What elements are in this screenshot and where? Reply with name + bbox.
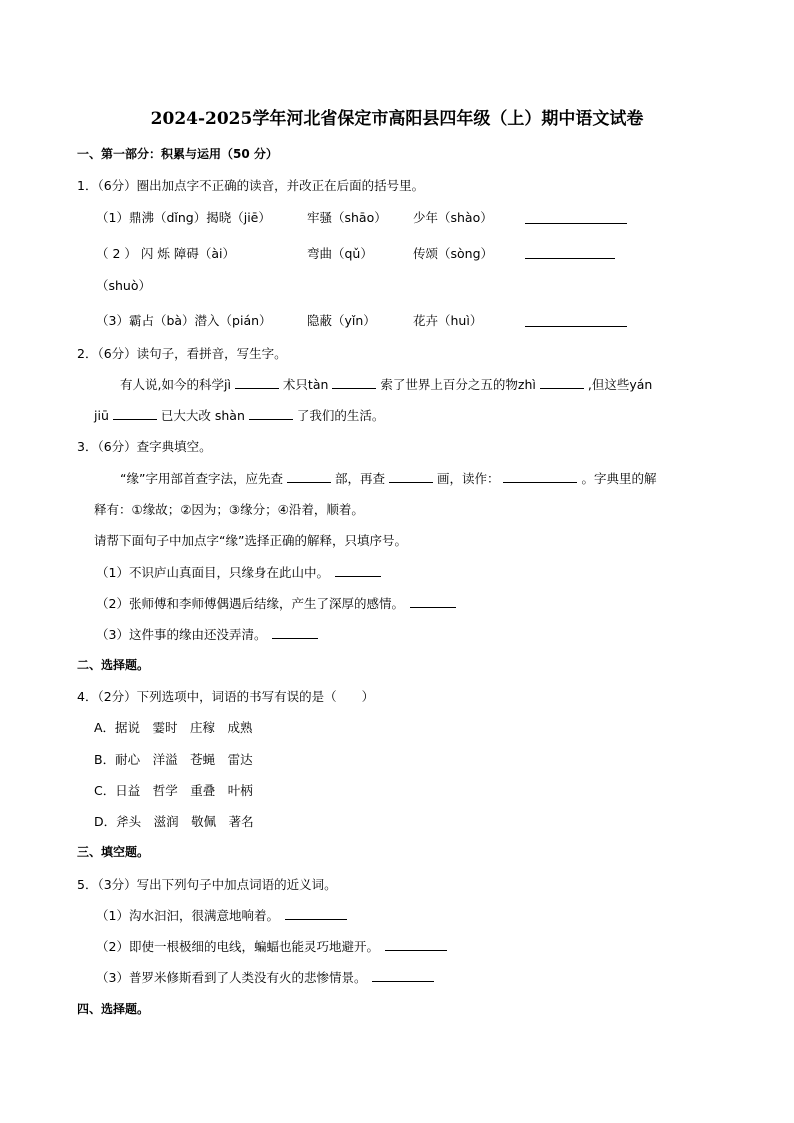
q3-line1: “缘”字用部首查字法，应先查 部，再查 画，读作： 。字典里的解 — [120, 471, 657, 486]
q2-blank-ji[interactable] — [235, 375, 279, 389]
q4-option-c[interactable]: C．日益 哲学 重叠 叶柄 — [94, 783, 253, 798]
q1-row3-col3: 花卉（huì） — [413, 313, 483, 328]
q2-line2: jiū 已大大改 shàn 了我们的生活。 — [94, 408, 385, 423]
section-heading-2: 二、选择题。 — [77, 658, 150, 672]
q1-row2-col1: （ 2 ） 闪 烁 障碍（ài） — [96, 246, 235, 261]
q1-row1-col1: （1）鼎沸（dǐng）揭晓（jiē） — [96, 210, 271, 225]
q2-blank-tan[interactable] — [332, 375, 376, 389]
q1-row1-col2: 牢骚（shāo） — [307, 210, 387, 225]
question-1-stem: 1．（6分）圈出加点字不正确的读音，并改正在后面的括号里。 — [77, 178, 425, 193]
q1-row2-wrap: （shuò） — [96, 278, 152, 293]
q3-blank-strokes[interactable] — [389, 469, 433, 483]
q2-line1: 有人说,如今的科学jì 术只tàn 索了世界上百分之五的物zhì ,但这些yán — [120, 377, 653, 392]
q5-item-2: （2）即使一根极细的电线，蝙蝠也能灵巧地避开。 — [96, 937, 451, 955]
q1-row2-col2: 弯曲（qǔ） — [307, 246, 373, 261]
section-heading-3: 三、填空题。 — [77, 845, 150, 859]
q5-item-1: （1）沟水汩汩，很满意地响着。 — [96, 906, 351, 924]
q3-blank-pinyin[interactable] — [503, 469, 577, 483]
q3-definitions: 释有：①缘故；②因为；③缘分；④沿着，顺着。 — [94, 502, 364, 517]
question-5-stem: 5．（3分）写出下列句子中加点词语的近义词。 — [77, 877, 337, 892]
q2-blank-zhi[interactable] — [540, 375, 584, 389]
q5-item2-blank[interactable] — [385, 937, 447, 951]
q5-item1-blank[interactable] — [285, 906, 347, 920]
q1-row1-answer-blank[interactable] — [521, 209, 631, 228]
q3-item2-blank[interactable] — [410, 594, 456, 608]
q1-row3-col2: 隐蔽（yǐn） — [307, 313, 376, 328]
q1-row3-answer-blank[interactable] — [521, 312, 631, 331]
q1-row1-col3: 少年（shào） — [413, 210, 493, 225]
q1-row3-col1: （3）霸占（bà）潜入（pián） — [96, 313, 272, 328]
section-heading-1: 一、第一部分：积累与运用（50 分） — [77, 147, 278, 161]
q3-item1-blank[interactable] — [335, 563, 381, 577]
q4-option-a[interactable]: A．据说 霎时 庄稼 成熟 — [94, 720, 253, 735]
q3-blank-radical[interactable] — [287, 469, 331, 483]
q3-item-1: （1）不识庐山真面目，只缘身在此山中。 — [96, 563, 385, 581]
q4-option-d[interactable]: D．斧头 滋润 敬佩 著名 — [94, 814, 254, 829]
q2-blank-jiu[interactable] — [113, 406, 157, 420]
q3-item3-blank[interactable] — [272, 625, 318, 639]
q4-option-b[interactable]: B．耐心 洋溢 苍蝇 雷达 — [94, 752, 253, 767]
q1-row2-answer-blank[interactable] — [521, 244, 619, 263]
question-2-stem: 2．（6分）读句子，看拼音，写生字。 — [77, 346, 287, 361]
q5-item3-blank[interactable] — [372, 968, 434, 982]
q5-item-3: （3）普罗米修斯看到了人类没有火的悲惨情景。 — [96, 968, 438, 986]
q3-item-2: （2）张师傅和李师傅偶遇后结缘，产生了深厚的感情。 — [96, 594, 460, 612]
question-4-stem: 4．（2分）下列选项中，词语的书写有误的是（ ） — [77, 689, 375, 704]
q1-row2-col3: 传颂（sòng） — [413, 246, 494, 261]
q2-blank-shan[interactable] — [249, 406, 293, 420]
page-title: 2024-2025学年河北省保定市高阳县四年级（上）期中语文试卷 — [150, 109, 644, 129]
section-heading-4: 四、选择题。 — [77, 1002, 150, 1016]
q3-item-3: （3）这件事的缘由还没弄清。 — [96, 625, 322, 643]
q3-instruction: 请帮下面句子中加点字“缘”选择正确的解释，只填序号。 — [94, 533, 407, 548]
question-3-stem: 3．（6分）查字典填空。 — [77, 439, 212, 454]
